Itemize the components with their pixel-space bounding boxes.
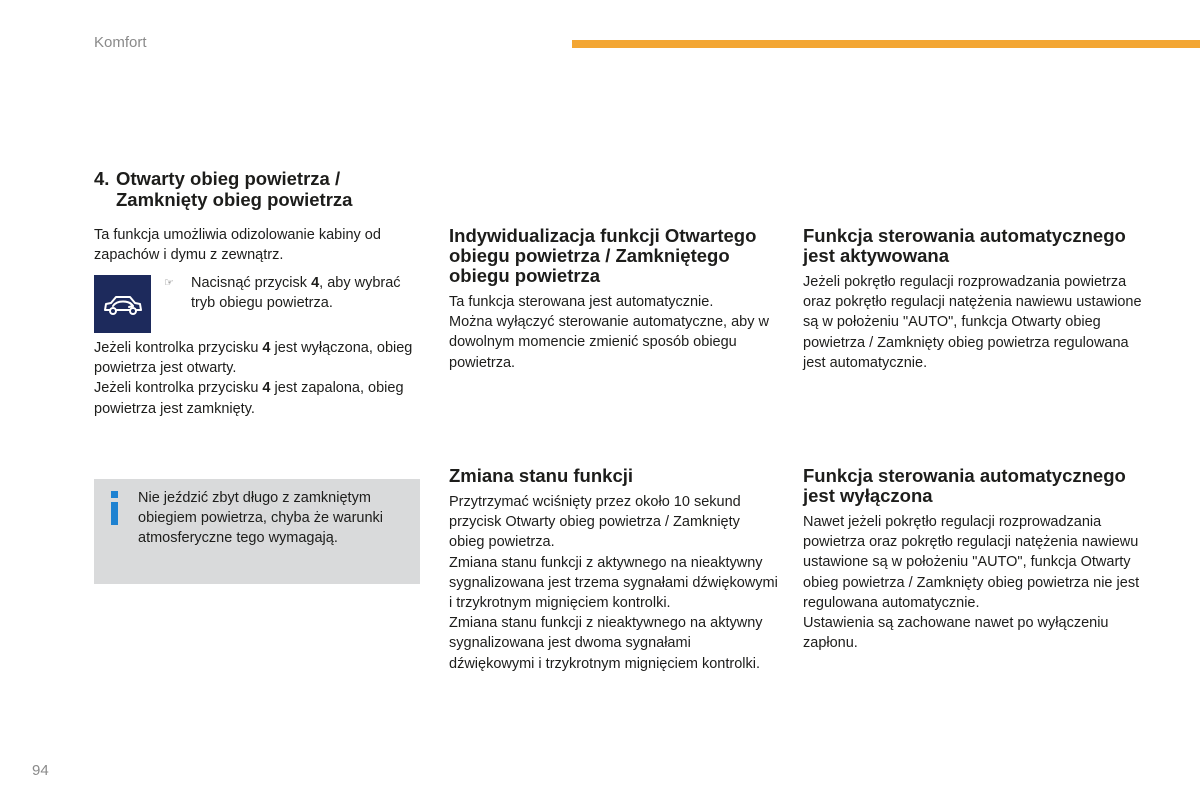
state-change-section [449,466,779,674]
section-title-line1: Otwarty obieg powietrza / [116,168,341,189]
state-change-heading: Zmiana stanu funkcji [449,465,634,486]
section-heading [94,169,352,210]
indicator-description [94,338,414,419]
section-title-line2: Zamknięty obieg powietrza [116,188,353,210]
info-note-text: Nie jeździć zbyt długo z zamkniętym obiegiem powietrza, chyba że warunki atmosferyczne tego wymagają. [138,490,384,547]
page-number: 94 [32,762,49,779]
customization-paragraph-2: Można wyłączyć sterowanie automatyczne, aby w dowolnym momencie zmienić sposób obiegu powietrza. [449,314,769,371]
auto-active-paragraph: Jeżeli pokrętło regulacji rozprowadzania powietrza oraz pokrętło regulacji natężenia nawiewu ustawione są w położeniu "AUTO", funkcja Otwarty obieg powietrza / Zamknięty obieg powietrza regulowana jest automatycznie. [803,274,1142,371]
auto-inactive-heading: Funkcja sterowania automatycznego jest wyłączona [803,465,1126,506]
customization-paragraph-1: Ta funkcja sterowana jest automatycznie. [449,294,714,310]
auto-inactive-paragraph-1: Nawet jeżeli pokrętło regulacji rozprowadzania powietrza oraz pokrętło regulacji natężenia nawiewu ustawione są w położeniu "AUTO", funkcja Otwarty obieg powietrza / Zamknięty obieg powietrza nie jest regulowana automatycznie. [803,514,1140,611]
info-icon [108,491,120,525]
state-change-paragraph-3: Zmiana stanu funkcji z nieaktywnego na aktywny sygnalizowana jest dwoma sygnałami dźwiękowymi i trzykrotnym mignięciem kontrolki. [449,615,763,672]
header-accent-bar [572,40,1200,48]
section-number: 4. [94,168,110,189]
air-recirculation-button-icon [94,275,151,333]
intro-paragraph [94,225,414,265]
auto-active-section [803,226,1143,373]
auto-inactive-section [803,466,1143,653]
indicator-off-text: Jeżeli kontrolka przycisku 4 jest wyłączona, obieg powietrza jest otwarty. [94,340,413,377]
customization-heading: Indywidualizacja funkcji Otwartego obiegu powietrza / Zamkniętego obiegu powietrza [449,225,757,286]
info-note-box [94,479,420,584]
auto-inactive-paragraph-2: Ustawienia są zachowane nawet po wyłączeniu zapłonu. [803,615,1109,652]
customization-section [449,226,779,373]
indicator-on-text: Jeżeli kontrolka przycisku 4 jest zapalona, obieg powietrza jest zamknięty. [94,380,404,417]
instruction-text: Nacisnąć przycisk 4, aby wybrać tryb obiegu powietrza. [191,275,401,312]
state-change-paragraph-2: Zmiana stanu funkcji z aktywnego na nieaktywny sygnalizowana jest trzema sygnałami dźwiękowymi i trzykrotnym mignięciem kontrolki. [449,554,778,612]
car-recirculation-icon [101,289,145,319]
auto-active-heading: Funkcja sterowania automatycznego jest aktywowana [803,225,1126,266]
running-header: Komfort [94,34,147,51]
state-change-paragraph-1: Przytrzymać wciśnięty przez około 10 sekund przycisk Otwarty obieg powietrza / Zamknięty obieg powietrza. [449,494,741,551]
pointing-hand-bullet-icon: ☞ [164,277,174,289]
intro-text: Ta funkcja umożliwia odizolowanie kabiny od zapachów i dymu z zewnątrz. [94,227,381,264]
